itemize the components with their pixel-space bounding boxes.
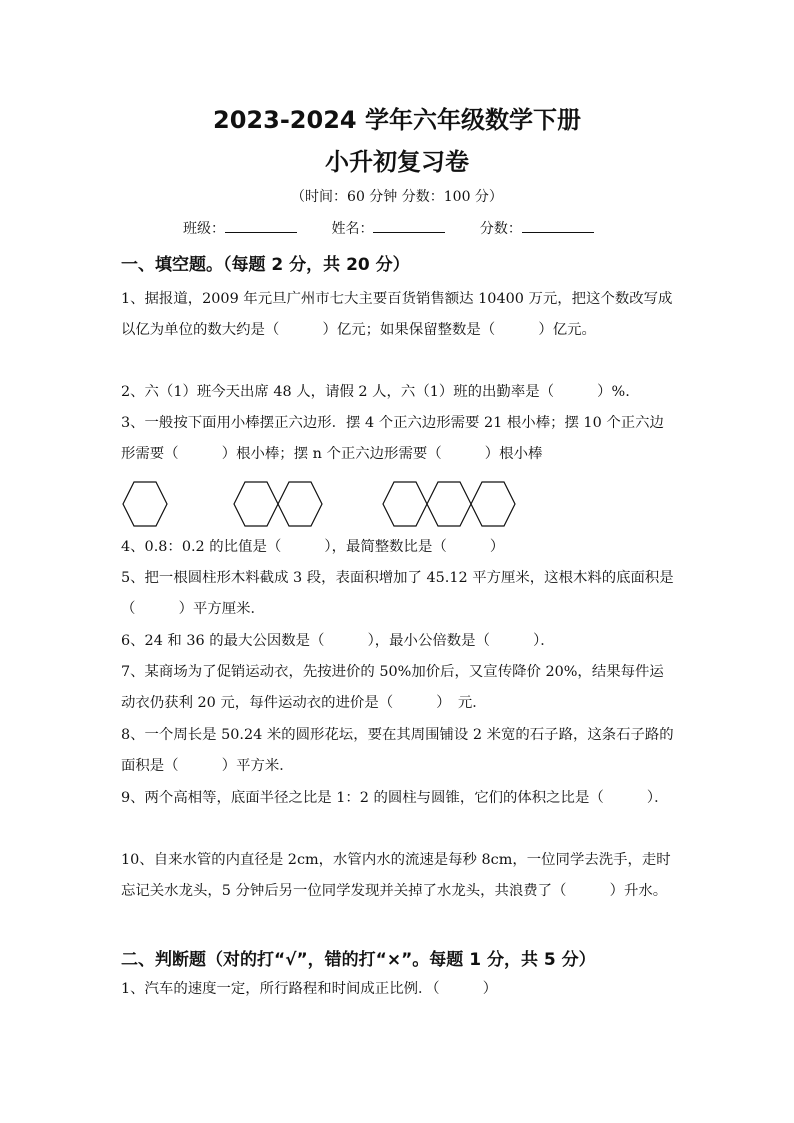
question-6: 6、24 和 36 的最大公因数是（ ），最小公倍数是（ ）． [121,633,555,649]
name-blank [373,218,445,233]
score-label: 分数： [479,221,522,237]
exam-subtitle: 小升初复习卷 [325,148,469,176]
question-4: 4、0.8：0.2 的比值是（ ），最简整数比是（ ） [121,539,505,555]
class-label: 班级： [183,221,225,237]
section1-heading: 一、填空题。（每题 2 分，共 20 分） [121,255,410,275]
question-10: 10、自来水管的内直径是 2cm，水管内水的流速是每秒 8cm，一位同学去洗手，走时忘记关水龙头，5 分钟后另一位同学发现并关掉了水龙头，共浪费了（ ）升水。 [121,852,671,899]
hexagon-3-1 [383,482,427,526]
score-blank [522,218,594,233]
hexagon-3-2 [427,482,471,526]
question-8: 8、一个周长是 50.24 米的圆形花坛，要在其周围铺设 2 米宽的石子路，这条石子路的面积是（ ）平方米． [121,727,674,774]
question-7: 7、某商场为了促销运动衣，先按进价的 50%加价后，又宣传降价 20%，结果每件运动衣仍获利 20 元，每件运动衣的进价是（ ） 元． [121,664,664,711]
question-9: 9、两个高相等，底面半径之比是 1：2 的圆柱与圆锥，它们的体积之比是（ ）． [121,790,669,806]
judgement-question-1: 1、汽车的速度一定，所行路程和时间成正比例．（ ） [121,981,498,997]
exam-meta: （时间：60 分钟 分数：100 分） [291,189,503,205]
question-3: 3、一般按下面用小棒摆正六边形．摆 4 个正六边形需要 21 根小棒；摆 10 个正六边形需要（ ）根小棒；摆 n 个正六边形需要（ ）根小棒 [121,415,664,462]
hexagon-figures [118,477,518,533]
hexagon-1-1 [123,482,167,526]
student-info-fields [183,218,624,238]
question-5: 5、把一根圆柱形木料截成 3 段，表面积增加了 45.12 平方厘米，这根木料的底面积是（ ）平方厘米． [121,570,674,617]
section2-heading: 二、判断题（对的打“√”，错的打“×”。每题 1 分，共 5 分） [121,950,596,970]
question-2: 2、六（1）班今天出席 48 人，请假 2 人，六（1）班的出勤率是（ ）%. [121,384,630,400]
exam-title: 2023-2024 学年六年级数学下册 [213,106,581,134]
hexagon-2-2 [278,482,322,526]
name-label: 姓名： [331,221,374,237]
hexagon-3-3 [471,482,515,526]
class-blank [225,218,297,233]
hexagon-2-1 [234,482,278,526]
question-1: 1、据报道，2009 年元旦广州市七大主要百货销售额达 10400 万元，把这个数改写成以亿为单位的数大约是（ ）亿元；如果保留整数是（ ）亿元。 [121,291,673,338]
